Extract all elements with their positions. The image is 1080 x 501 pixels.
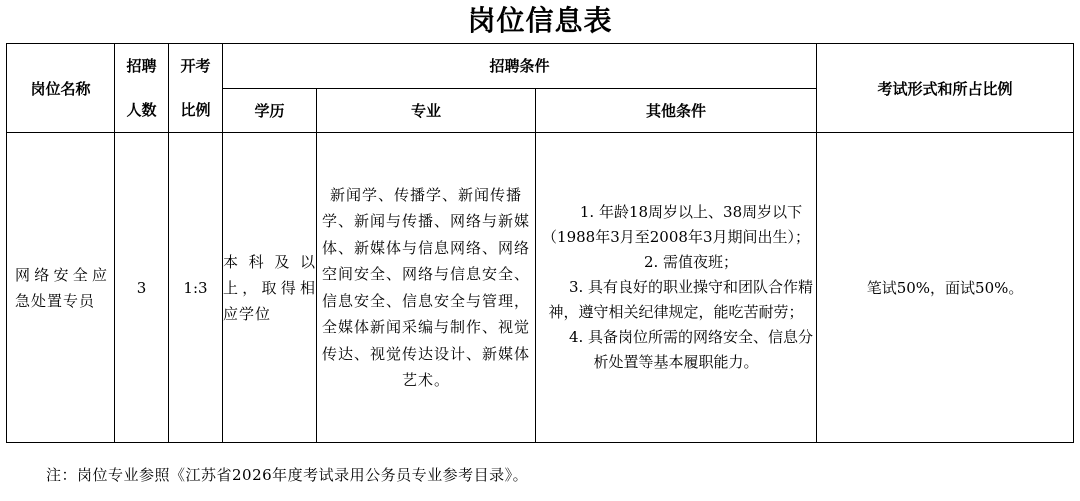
header-major: 专业	[317, 88, 536, 133]
header-exam-ratio-line1: 开考	[180, 57, 211, 75]
cell-exam-form: 笔试50%，面试50%。	[817, 133, 1074, 443]
header-exam-ratio-line2: 比例	[180, 101, 211, 119]
cell-exam-ratio: 1:3	[169, 133, 223, 443]
other-condition-item: 1. 年龄18周岁以上、38周岁以下（1988年3月至2008年3月期间出生）；	[542, 203, 810, 246]
other-condition-item: 3. 具有良好的职业操守和团队合作精神，遵守相关纪律规定，能吃苦耐劳；	[548, 278, 814, 321]
cell-other-conditions	[536, 133, 817, 443]
header-exam-ratio	[169, 44, 223, 133]
header-education: 学历	[223, 88, 317, 133]
cell-recruit-count: 3	[115, 133, 169, 443]
header-other-conditions: 其他条件	[536, 88, 817, 133]
header-recruit-count-line2: 人数	[126, 101, 157, 119]
cell-position-name: 网络安全应急处置专员	[7, 133, 115, 443]
header-conditions: 招聘条件	[223, 44, 817, 89]
header-recruit-count-line1: 招聘	[126, 57, 157, 75]
position-info-table	[6, 43, 1074, 443]
page-title: 岗位信息表	[467, 4, 613, 37]
header-exam-form: 考试形式和所占比例	[817, 44, 1074, 133]
cell-education: 本科及以上，取得相应学位	[223, 133, 317, 443]
cell-major: 新闻学、传播学、新闻传播学、新闻与传播、网络与新媒体、新媒体与信息网络、网络空间安全、网络与信息安全、信息安全、信息安全与管理，全媒体新闻采编与制作、视觉传达、视觉传达设计、新媒体艺术。	[317, 133, 536, 443]
header-position-name: 岗位名称	[7, 44, 115, 133]
other-condition-item: 2. 需值夜班；	[643, 253, 739, 271]
table-row	[7, 133, 1074, 443]
other-condition-item: 4. 具备岗位所需的网络安全、信息分析处置等基本履职能力。	[568, 328, 814, 371]
header-recruit-count	[115, 44, 169, 133]
footnote: 注：岗位专业参照《江苏省2026年度考试录用公务员专业参考目录》。	[46, 466, 529, 484]
